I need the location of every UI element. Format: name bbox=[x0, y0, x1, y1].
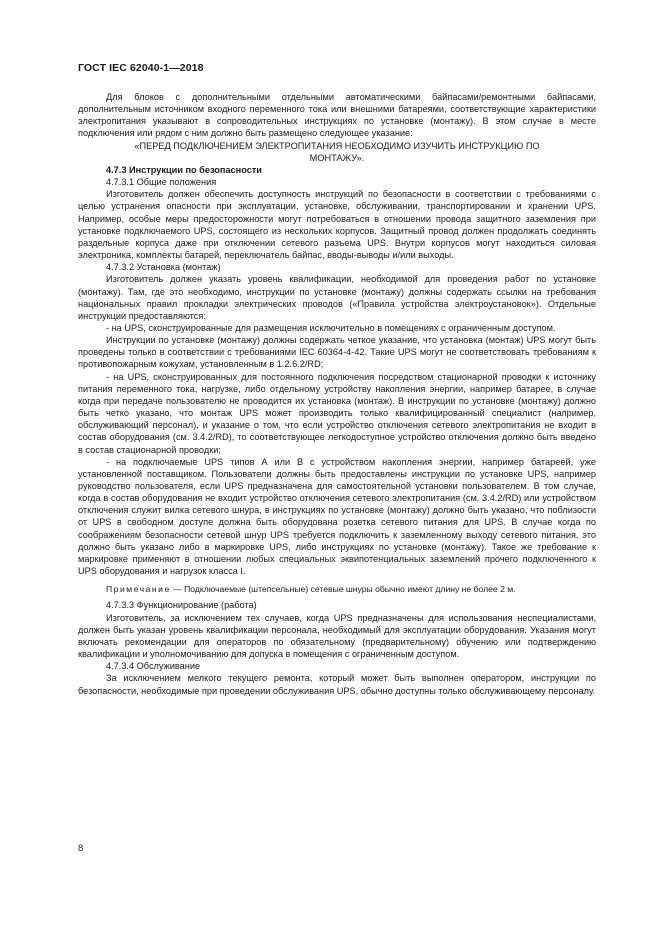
paragraph-installation-qualification: Изготовитель должен указать уровень квалификации, необходимой для проведения работ по установке (монтажу). Там, где это необходимо, инструкции по установке (монтажу) должны содержать ссылки на требования национальных правил прокладки электрических проводов («Правила устройства электроустановок»). Отдельные инструкции предоставляются: bbox=[78, 274, 596, 321]
note-paragraph bbox=[78, 583, 596, 595]
paragraph-bypass-units: Для блоков с дополнительными отдельными автоматическими байпасами/ремонтными байпасами, дополнительным источником входного переменного тока или внешними батареями, соответствующие характеристики электропитания указывают в сопроводительных инструкциях по установке (монтажу). В этом случае в месте подключения или рядом с ним должно быть размещено следующее указание: bbox=[78, 92, 596, 139]
list-item-permanent-connection: - на UPS, сконструированных для постоянного подключения посредством стационарной проводки к источнику питания переменного тока, нагрузке, либо отдельному устройству накопления энергии, например батарее, в случае когда при передаче пользователю не проводится их установка (монтаж). В инструкции по установке (монтажу) должно быть четко указано, что монтаж UPS может производить только квалифицированный специалист (например, обслуживающий персонал), и указание о том, что если устройство отключения сетевого электропитания не входит в состав оборудования (см. 3.4.2/RD), то соответствующее легкодоступное устройство отключения должно быть введено в состав стационарной проводки; bbox=[78, 371, 596, 455]
list-item-pluggable-ups: - на подключаемые UPS типов А или В с устройством накопления энергии, например батареей, уже установленной поставщиком. Пользователи должны быть предоставлены инструкции по установке UPS, например руководство пользователя, если UPS предназначена для самостоятельной установки пользователем. В том случае, когда в состав оборудования не входит устройство отключения сетевого электропитания (см. 3.4.2/RD) или устройством отключения служит вилка сетевого шнура, в инструкциях по установке (монтажу) должно быть указано, что поблизости от UPS в свободном доступе должна быть оборудована розетка сетевого питания для UPS. В случае когда по соображениям безопасности сетевой шнур UPS требуется подключить к заземленному выходу сетевого питания, это должно быть указано либо в маркировке UPS, либо инструкциях по установке (монтажу). Такое же требование к маркировке применяют в отношении любых специальных эквипотенциальных заземлений прочего подключенного к UPS оборудования и нагрузок класса I. bbox=[78, 456, 596, 577]
paragraph-maintenance: За исключением мелкого текущего ремонта, который может быть выполнен оператором, инструкции по безопасности, необходимые при проведении обслуживания UPS, обычно доступны только обслуживающему персоналу. bbox=[78, 673, 596, 696]
paragraph-operation: Изготовитель, за исключением тех случаев, когда UPS предназначены для использования неспециалистами, должен быть указан уровень квалификации персонала, необходимый для эксплуатации оборудования. Указания могут включать рекомендации для операторов по обязательному (предварительному) обучению или подтверждению квалификации и уполномочиванию для допуска в помещения с ограниченным доступом. bbox=[78, 612, 596, 660]
paragraph-general-safety: Изготовитель должен обеспечить доступность инструкций по безопасности в соответствии с требованиями с целью устранения опасности при эксплуатации, установке, обслуживании, транспортировании и хранении UPS. Например, особые меры предосторожности могут потребоваться в отношении провода защитного заземления при установке подключаемого UPS, состоящего из нескольких корпусов. Защитный провод должен продолжать соединять раздельные корпуса даже при отключении сетевого разъема UPS. Внутри корпусов могут находиться силовая электроника, комплекты батарей, переключатель байпас, вводы-выводы и/или выходы. bbox=[78, 189, 596, 261]
note-label: Примечание bbox=[106, 584, 171, 595]
subsection-heading-4-7-3-4: 4.7.3.4 Обслуживание bbox=[106, 661, 201, 672]
note-text: — Подключаемые (штепсельные) сетевые шнуры обычно имеют длину не более 2 м. bbox=[170, 584, 516, 595]
document-body bbox=[78, 91, 596, 697]
subsection-heading-4-7-3-3: 4.7.3.3 Функционирование (работа) bbox=[106, 600, 257, 611]
subsection-heading-4-7-3-1: 4.7.3.1 Общие положения bbox=[106, 177, 217, 188]
paragraph-iec-60364: Инструкции по установке (монтажу) должны содержать четкое указание, что установка (монтаж) UPS могут быть проведены только в соответствии с требованиями IEC 60364-4-42. Такие UPS могут не соответствовать требованиям к противопожарным кожухам, установленным в 1.2.6.2/RD; bbox=[78, 335, 596, 370]
section-heading-4-7-3: 4.7.3 Инструкции по безопасности bbox=[106, 164, 262, 175]
warning-label-text: «ПЕРЕД ПОДКЛЮЧЕНИЕМ ЭЛЕКТРОПИТАНИЯ НЕОБХОДИМО ИЗУЧИТЬ ИНСТРУКЦИЮ ПО МОНТАЖУ». bbox=[134, 140, 540, 163]
page-number: 8 bbox=[78, 843, 84, 854]
subsection-heading-4-7-3-2: 4.7.3.2 Установка (монтаж) bbox=[106, 262, 221, 273]
list-item-restricted-access: - на UPS, сконструированные для размещения исключительно в помещениях с ограниченным доступом. bbox=[106, 322, 556, 333]
document-standard-id: ГОСТ IEC 62040-1—2018 bbox=[78, 62, 204, 74]
